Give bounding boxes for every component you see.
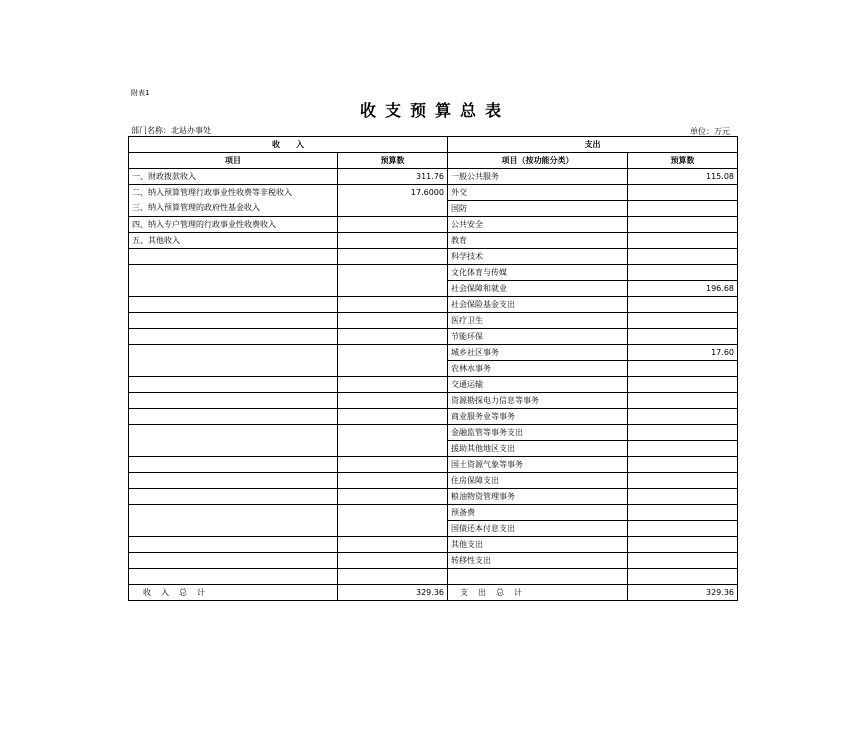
income-item-cell bbox=[129, 377, 338, 393]
table-row bbox=[129, 313, 738, 329]
section-header-row bbox=[129, 137, 738, 153]
income-item-cell bbox=[129, 345, 338, 377]
income-value-cell bbox=[338, 473, 448, 489]
income-value-cell: 311.76 bbox=[338, 169, 448, 185]
income-value-cell bbox=[338, 265, 448, 297]
income-item-cell bbox=[129, 457, 338, 473]
expense-item-cell: 商业服务业等事务 bbox=[448, 409, 628, 425]
income-item-cell bbox=[129, 537, 338, 553]
table-row bbox=[129, 425, 738, 441]
expense-value-cell: 196.68 bbox=[628, 281, 738, 297]
table-row bbox=[129, 409, 738, 425]
income-item-cell bbox=[129, 185, 338, 217]
expense-value-cell bbox=[628, 553, 738, 569]
expense-value-cell: 17.60 bbox=[628, 345, 738, 361]
expense-total-label: 支出总计 bbox=[448, 585, 628, 601]
income-value-cell bbox=[338, 553, 448, 569]
table-row bbox=[129, 377, 738, 393]
income-item-cell bbox=[129, 553, 338, 569]
expense-item-cell: 国防 bbox=[448, 201, 628, 217]
page-title: 收支预算总表 bbox=[359, 101, 510, 120]
expense-budget-header: 预算数 bbox=[628, 153, 738, 169]
expense-item-cell: 预备费 bbox=[448, 505, 628, 521]
column-header-row bbox=[129, 153, 738, 169]
income-value-cell bbox=[338, 489, 448, 505]
attachment-label: 附表1 bbox=[131, 89, 150, 97]
expense-item-cell: 金融监管等事务支出 bbox=[448, 425, 628, 441]
expense-item-cell: 国土资源气象等事务 bbox=[448, 457, 628, 473]
income-value-cell bbox=[338, 457, 448, 473]
expense-value-cell bbox=[628, 425, 738, 441]
income-item-cell bbox=[129, 473, 338, 489]
table-row bbox=[129, 233, 738, 249]
expense-value-cell bbox=[628, 457, 738, 473]
expense-item-cell: 农林水事务 bbox=[448, 361, 628, 377]
expense-value-cell bbox=[628, 441, 738, 457]
income-value-cell bbox=[338, 233, 448, 249]
income-item-cell bbox=[129, 313, 338, 329]
expense-item-cell: 外交 bbox=[448, 185, 628, 201]
table-row bbox=[129, 457, 738, 473]
expense-value-cell bbox=[628, 233, 738, 249]
expense-item-cell: 粮油物资管理事务 bbox=[448, 489, 628, 505]
income-value-cell bbox=[338, 537, 448, 553]
expense-value-cell bbox=[628, 473, 738, 489]
unit-label: 单位：万元 bbox=[690, 127, 730, 136]
table-row bbox=[129, 505, 738, 521]
income-value-cell bbox=[338, 249, 448, 265]
expense-value-cell bbox=[628, 249, 738, 265]
income-item-cell bbox=[129, 569, 338, 585]
table-row bbox=[129, 393, 738, 409]
expense-value-cell bbox=[628, 297, 738, 313]
expense-item-cell: 教育 bbox=[448, 233, 628, 249]
income-item-cell bbox=[129, 425, 338, 457]
income-item-cell bbox=[129, 489, 338, 505]
table-row bbox=[129, 297, 738, 313]
expense-value-cell bbox=[628, 185, 738, 201]
income-item-cell: 五、其他收入 bbox=[129, 233, 338, 249]
income-value-cell: 17.6000 bbox=[338, 185, 448, 217]
expense-value-cell bbox=[628, 217, 738, 233]
income-value-cell bbox=[338, 329, 448, 345]
expense-value-cell bbox=[628, 377, 738, 393]
income-value-cell bbox=[338, 345, 448, 377]
income-total-value: 329.36 bbox=[338, 585, 448, 601]
expense-item-cell: 住房保障支出 bbox=[448, 473, 628, 489]
expense-item-cell: 社会保险基金支出 bbox=[448, 297, 628, 313]
expense-value-cell: 115.08 bbox=[628, 169, 738, 185]
income-value-cell bbox=[338, 409, 448, 425]
expense-value-cell bbox=[628, 393, 738, 409]
income-value-cell bbox=[338, 425, 448, 457]
expense-value-cell bbox=[628, 409, 738, 425]
income-item-line: 二、纳入预算管理行政事业性收费等非税收入 bbox=[132, 188, 292, 197]
expense-item-cell: 援助其他地区支出 bbox=[448, 441, 628, 457]
expense-item-cell: 城乡社区事务 bbox=[448, 345, 628, 361]
income-total-label: 收入总计 bbox=[129, 585, 338, 601]
expense-item-cell: 公共安全 bbox=[448, 217, 628, 233]
income-section-header: 收 入 bbox=[129, 137, 448, 153]
expense-value-cell bbox=[628, 329, 738, 345]
expense-value-cell bbox=[628, 569, 738, 585]
expense-item-cell: 科学技术 bbox=[448, 249, 628, 265]
income-item-header: 项目 bbox=[129, 153, 338, 169]
income-value-cell bbox=[338, 393, 448, 409]
expense-value-cell bbox=[628, 489, 738, 505]
table-row bbox=[129, 473, 738, 489]
income-item-cell bbox=[129, 505, 338, 537]
income-value-cell bbox=[338, 569, 448, 585]
expense-value-cell bbox=[628, 201, 738, 217]
table-row bbox=[129, 169, 738, 185]
expense-item-cell: 其他支出 bbox=[448, 537, 628, 553]
income-value-cell bbox=[338, 377, 448, 393]
table-row bbox=[129, 329, 738, 345]
expense-item-cell: 交通运输 bbox=[448, 377, 628, 393]
table-row bbox=[129, 249, 738, 265]
expense-item-cell: 转移性支出 bbox=[448, 553, 628, 569]
expense-item-header: 项目（按功能分类） bbox=[448, 153, 628, 169]
expense-item-cell: 国债还本付息支出 bbox=[448, 521, 628, 537]
expense-item-cell: 一般公共服务 bbox=[448, 169, 628, 185]
expense-item-cell: 医疗卫生 bbox=[448, 313, 628, 329]
expense-item-cell: 资源勘探电力信息等事务 bbox=[448, 393, 628, 409]
expense-value-cell bbox=[628, 361, 738, 377]
income-value-cell bbox=[338, 217, 448, 233]
table-row bbox=[129, 265, 738, 281]
table-row bbox=[129, 217, 738, 233]
expense-total-value: 329.36 bbox=[628, 585, 738, 601]
income-item-line: 三、纳入预算管理的政府性基金收入 bbox=[132, 203, 260, 212]
expense-value-cell bbox=[628, 537, 738, 553]
table-row bbox=[129, 569, 738, 585]
income-value-cell bbox=[338, 297, 448, 313]
income-budget-header: 预算数 bbox=[338, 153, 448, 169]
expense-section-header: 支出 bbox=[448, 137, 738, 153]
income-item-cell bbox=[129, 393, 338, 409]
expense-item-cell: 文化体育与传媒 bbox=[448, 265, 628, 281]
expense-value-cell bbox=[628, 313, 738, 329]
income-value-cell bbox=[338, 505, 448, 537]
total-row bbox=[129, 585, 738, 601]
income-item-cell bbox=[129, 249, 338, 265]
expense-value-cell bbox=[628, 505, 738, 521]
expense-item-cell: 社会保障和就业 bbox=[448, 281, 628, 297]
income-item-cell: 一、财政拨款收入 bbox=[129, 169, 338, 185]
expense-value-cell bbox=[628, 521, 738, 537]
department-label: 部门名称：北站办事处 bbox=[131, 126, 211, 135]
table-row bbox=[129, 489, 738, 505]
income-item-cell: 四、纳入专户管理的行政事业性收费收入 bbox=[129, 217, 338, 233]
expense-item-cell bbox=[448, 569, 628, 585]
income-item-cell bbox=[129, 409, 338, 425]
income-item-cell bbox=[129, 329, 338, 345]
income-item-cell bbox=[129, 265, 338, 297]
expense-value-cell bbox=[628, 265, 738, 281]
table-row bbox=[129, 185, 738, 201]
income-value-cell bbox=[338, 313, 448, 329]
table-row bbox=[129, 553, 738, 569]
income-item-cell bbox=[129, 297, 338, 313]
table-row bbox=[129, 345, 738, 361]
table-row bbox=[129, 537, 738, 553]
budget-table bbox=[128, 136, 738, 601]
expense-item-cell: 节能环保 bbox=[448, 329, 628, 345]
